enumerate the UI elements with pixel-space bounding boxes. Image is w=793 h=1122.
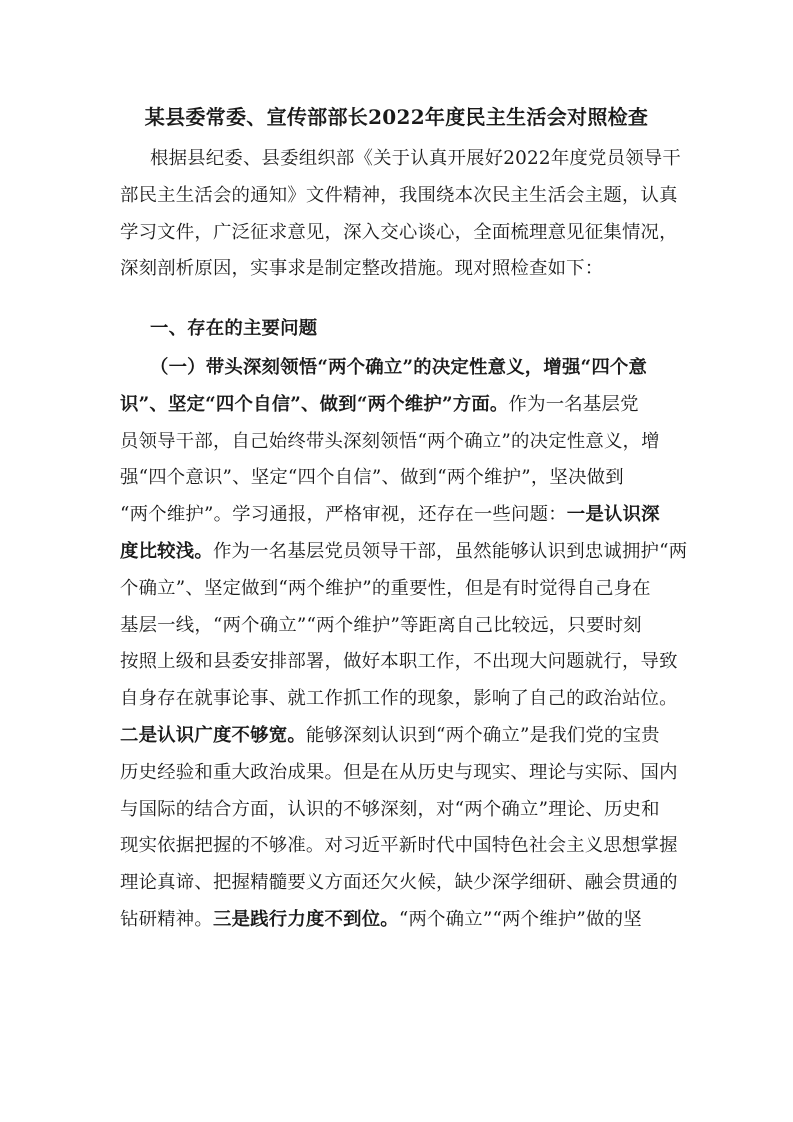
section-heading: 一、存在的主要问题	[150, 318, 318, 339]
subsection-heading-cont: 识”、坚定“四个自信”、做到“两个维护”方面。	[120, 393, 509, 415]
text-run: “两个确立”“两个维护”做的坚	[398, 908, 642, 930]
point-heading-2: 二是认识广度不够宽。	[120, 724, 306, 746]
text-run: 作为一名基层党	[508, 393, 639, 415]
text-line	[120, 718, 675, 755]
text-line: 根据县纪委、县委组织部《关于认真开展好2022年度党员领导干	[150, 148, 681, 169]
text-run: 钻研精神。	[120, 908, 213, 930]
text-line: 按照上级和县委安排部署，做好本职工作，不出现大问题就行，导致	[120, 651, 678, 673]
text-line: 现实依据把握的不够准。对习近平新时代中国特色社会主义思想掌握	[120, 835, 678, 857]
point-heading-1-cont: 度比较浅。	[120, 540, 213, 562]
point-heading-3: 三是践行力度不到位。	[212, 908, 399, 930]
document-title: 某县委常委、宣传部部长2022年度民主生活会对照检查	[144, 105, 649, 129]
text-line: 历史经验和重大政治成果。但是在从历史与现实、理论与实际、国内	[120, 761, 678, 783]
text-line	[120, 387, 675, 424]
text-line: 强“四个意识”、坚定“四个自信”、做到“两个维护”，坚决做到	[120, 467, 624, 489]
text-line: 深刻剖析原因，实事求是制定整改措施。现对照检查如下：	[120, 258, 604, 280]
subsection-heading: （一）带头深刻领悟“两个确立”的决定性意义，增强“四个意	[150, 357, 648, 378]
text-line: 个确立”、坚定做到“两个维护”的重要性，但是有时觉得自己身在	[120, 577, 651, 599]
text-run: “两个维护”。学习通报，严格审视，还存在一些问题：	[120, 504, 567, 526]
text-line	[120, 497, 675, 534]
point-heading-1: 一是认识深	[566, 504, 660, 526]
subsection-paragraph	[120, 350, 688, 939]
intro-paragraph	[120, 141, 681, 288]
text-run: 作为一名基层党员领导干部，虽然能够认识到忠诚拥护“两	[212, 540, 688, 562]
text-line	[120, 902, 675, 939]
text-line	[120, 534, 688, 571]
text-line: 学习文件，广泛征求意见，深入交心谈心，全面梳理意见征集情况，	[120, 221, 678, 243]
text-line: 自身存在就事论事、就工作抓工作的现象，影响了自己的政治站位。	[120, 688, 678, 710]
text-line: 理论真谛、把握精髓要义方面还欠火候，缺少深学细研、融会贯通的	[120, 872, 678, 894]
text-run: 能够深刻认识到“两个确立”是我们党的宝贵	[305, 724, 660, 746]
text-line: 与国际的结合方面，认识的不够深刻，对“两个确立”理论、历史和	[120, 798, 660, 820]
text-line: 部民主生活会的通知》文件精神，我围绕本次民主生活会主题，认真	[120, 184, 678, 206]
text-line: 基层一线，“两个确立”“两个维护”等距离自己比较远，只要时刻	[120, 614, 642, 636]
section-heading-block	[120, 311, 675, 348]
text-line: 员领导干部，自己始终带头深刻领悟“两个确立”的决定性意义，增	[120, 430, 660, 452]
